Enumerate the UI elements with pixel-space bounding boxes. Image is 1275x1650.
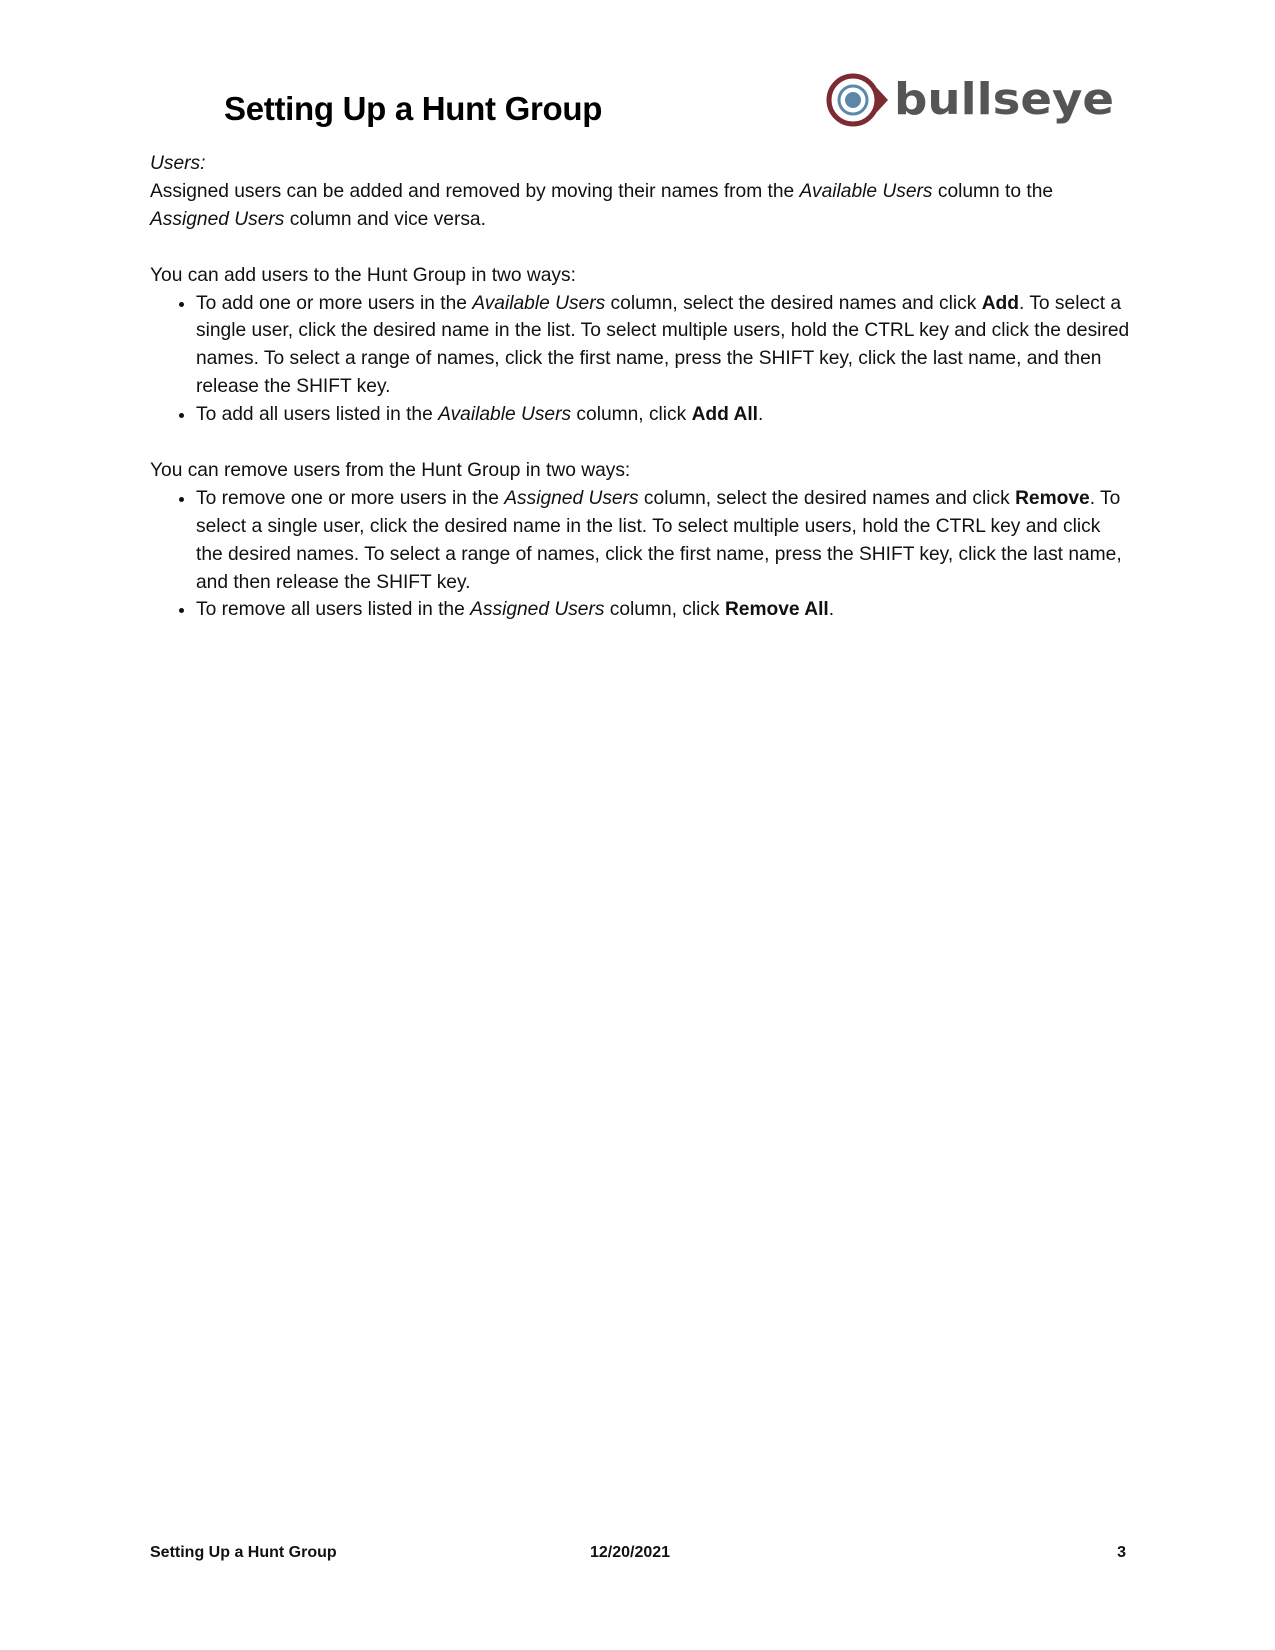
list-item: • To add all users listed in the Available Users column, click Add All. (196, 401, 1130, 429)
section-heading: Users: (150, 153, 206, 174)
list-item: • To remove one or more users in the Assigned Users column, select the desired names and click Remove. To select a single user, click the desired name in the list. To select multiple users, hold the CTRL key and click the desired names. To select a range of names, click the first name, press the SHIFT key, click the last name, and then release the SHIFT key. (196, 485, 1130, 597)
footer-date: 12/20/2021 (590, 1544, 671, 1561)
remove-intro: You can remove users from the Hunt Group in two ways: (150, 459, 631, 481)
add-intro: You can add users to the Hunt Group in two ways: (150, 264, 576, 286)
list-item: • To add one or more users in the Available Users column, select the desired names and click Add. To select a single user, click the desired name in the list. To select multiple users, hold the CTRL key and click the desired names. To select a range of names, click the first name, press the SHIFT key, click the last name, and then release the SHIFT key. (196, 290, 1130, 402)
page-footer (150, 1544, 1126, 1568)
bullseye-logo-icon (826, 70, 1126, 130)
document-body (150, 150, 1130, 624)
intro-paragraph: Assigned users can be added and removed by moving their names from the Available Users column to the Assigned Users column and vice versa. (150, 180, 1054, 230)
add-methods-list (150, 290, 1130, 430)
logo-wordmark: bullseye (894, 74, 1114, 125)
remove-methods-list (150, 485, 1130, 625)
page-title: Setting Up a Hunt Group (224, 90, 603, 127)
footer-title: Setting Up a Hunt Group (150, 1544, 337, 1561)
bullseye-logo (826, 70, 1126, 130)
list-item: • To remove all users listed in the Assigned Users column, click Remove All. (196, 596, 1130, 624)
page-number: 3 (1117, 1544, 1126, 1561)
